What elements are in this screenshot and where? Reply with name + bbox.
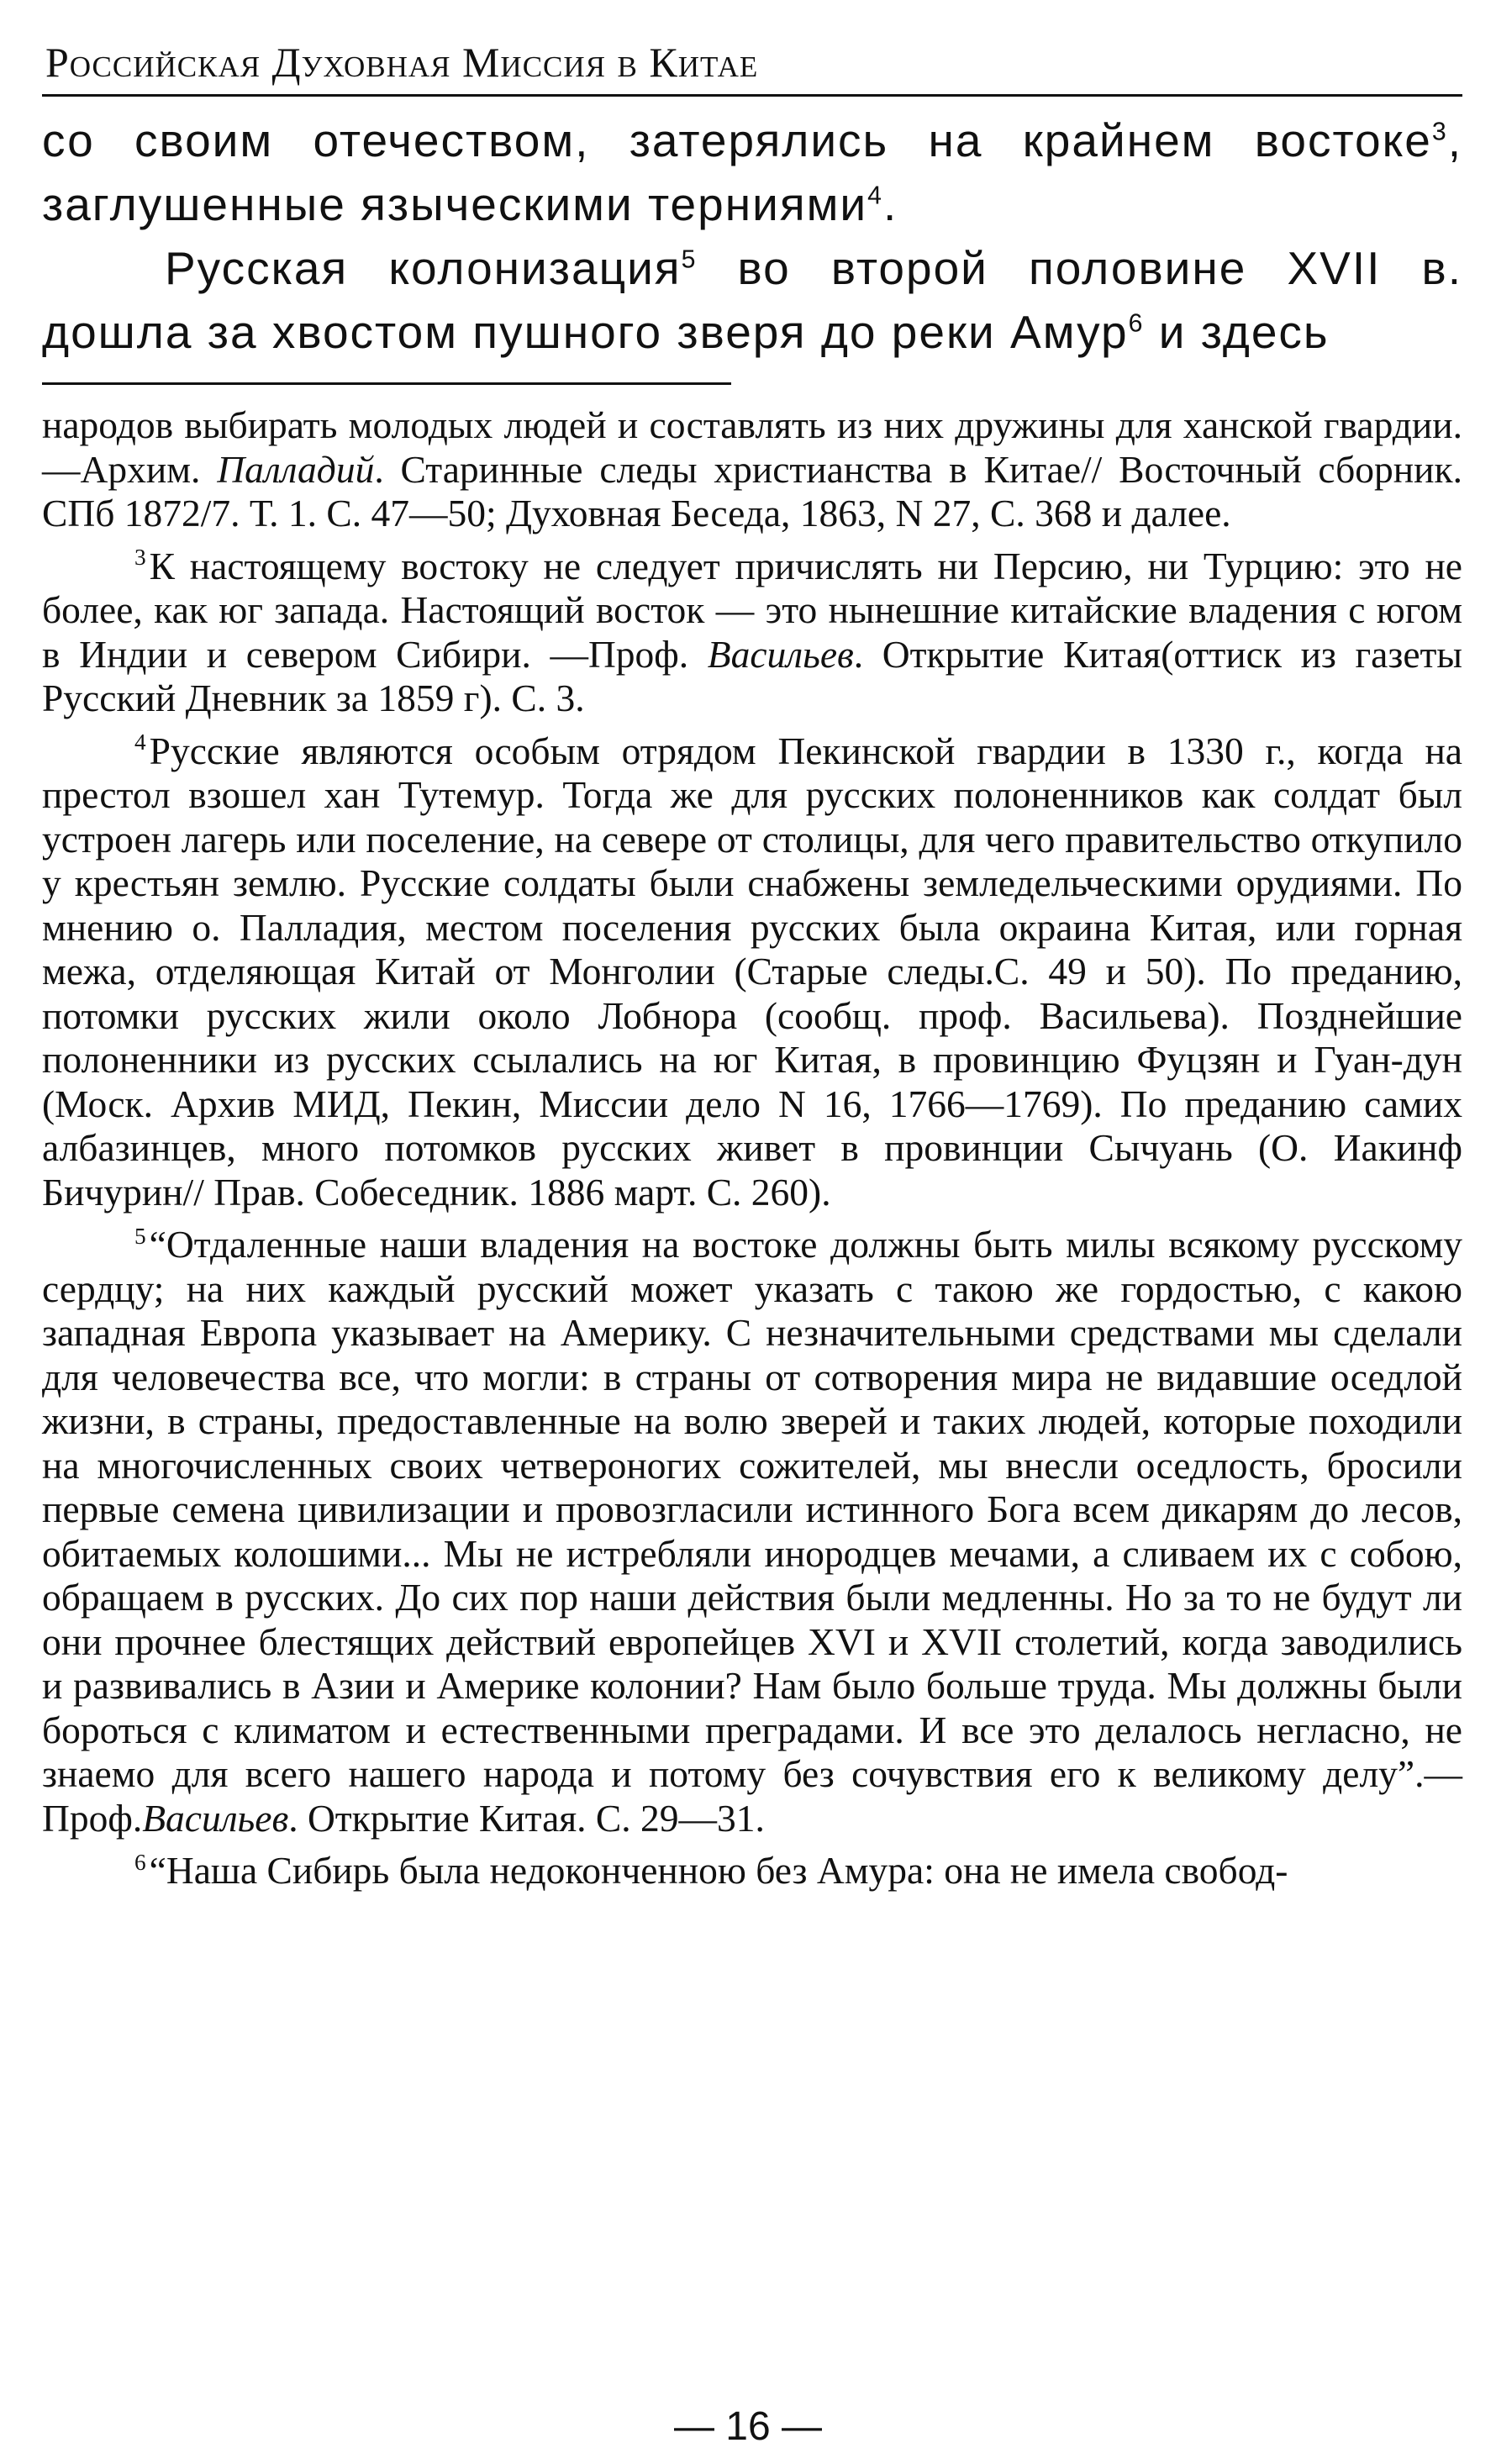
- main-paragraph-1: [42, 108, 1462, 236]
- footnote-text: “Наша Сибирь была недоконченною без Амура: она не имела свобод-: [149, 1849, 1288, 1892]
- footnote-ref-6[interactable]: 6: [1128, 309, 1145, 338]
- footnote-ref-3[interactable]: 3: [1431, 118, 1448, 146]
- footnote-text: народов выбирать молодых людей и составлять из них дружины для ханской гвардии.—Архим.: [42, 403, 1462, 491]
- main-text-run: .: [882, 178, 898, 230]
- footnote-author: Васильев: [707, 632, 854, 676]
- footnote-text: . Открытие Китая(оттиск из газеты Русский Дневник за 1859 г). С. 3.: [42, 632, 1462, 719]
- document-page: [42, 34, 1462, 1902]
- footnote-text: Русские являются особым отрядом Пекинской гвардии в 1330 г., когда на престол взошел хан Тутемур. Тогда же для русских полоненников как солдат был устроен лагерь или поселение, на севере от столицы, для чего правительство откупило у крестьян землю. Русские солдаты были снабжены земледельческими орудиями. По мнению о. Палладия, местом поселения русских была окраина Китая, или горная межа, отделяющая Китай от Монголии (Старые следы.С. 49 и 50). По преданию, потомки русских жили около Лобнора (сообщ. проф. Васильева). Позднейшие полоненники из русских ссылались на юг Китая, в провинцию Фуцзян и Гуан-дун (Моск. Архив МИД, Пекин, Миссии дело N 16, 1766—1769). По преданию самих албазинцев, много потомков русских живет в провинции Сычуань (О. Иакинф Бичурин// Прав. Собеседник. 1886 март. С. 260).: [42, 729, 1462, 1214]
- main-text: [42, 108, 1462, 364]
- footnote-text: К настоящему востоку не следует причислять ни Персию, ни Турцию: это не более, как юг запада. Настоящий восток — это нынешние китайские владения с югом в Индии и севером Сибири. —Проф.: [42, 544, 1462, 676]
- footnote-author: Палладий: [217, 447, 375, 491]
- main-text-run: и здесь: [1144, 306, 1330, 358]
- footnote-author: Васильев: [142, 1796, 289, 1840]
- main-paragraph-2: [42, 236, 1462, 364]
- running-title: Российская Духовная Миссия в Китае: [45, 39, 759, 86]
- footnote-text: “Отдаленные наши владения на востоке должны быть милы всякому русскому сердцу; на них каждый русский может указать с такою же гордостью, с какою западная Европа указывает на Америку. С незначительными средствами мы сделали для человечества все, что могли: в страны от сотворения мира не видавшие оседлой жизни, в страны, предоставленные на волю зверей и таких людей, которые походили на многочисленных своих четвероногих сожителей, мы внесли оседлость, бросили первые семена цивилизации и провозгласили истинного Бога всем дикарям до лесов, обитаемых колошими... Мы не истребляли инородцев мечами, а сливаем их с собою, обращаем в русских. До сих пор наши действия были медленны. Но за то не будут ли они прочнее блестящих действий европейцев XVI и XVII столетий, когда заводились и развивались в Азии и Америке колонии? Нам было больше труда. Мы должны были бороться с климатом и естественными преградами. И все это делалось негласно, не знаемо для всего нашего народа и потому без сочувствия его к великому делу”.— Проф.: [42, 1223, 1462, 1840]
- footnote-4: [42, 729, 1462, 1215]
- main-text-run: со своим отечеством, затерялись на крайнем востоке: [42, 114, 1432, 166]
- main-text-run: , заглушенные языческими терниями: [42, 114, 1462, 230]
- footnote-separator: [42, 382, 731, 385]
- footnote-number: 6: [134, 1849, 146, 1875]
- footnote-number: 4: [134, 729, 146, 756]
- footnote-ref-4[interactable]: 4: [867, 182, 883, 210]
- footnote-5: [42, 1223, 1462, 1840]
- footnote-ref-5[interactable]: 5: [681, 245, 698, 274]
- footnote-3: [42, 545, 1462, 721]
- main-text-run: во второй половине XVII в. дошла за хвостом пушного зверя до реки Амур: [42, 242, 1462, 358]
- footnotes: [42, 403, 1462, 1893]
- footnote-number: 3: [134, 545, 146, 571]
- header-rule: [42, 94, 1462, 97]
- footnote-6: [42, 1849, 1462, 1893]
- footnote-text: . Старинные следы христианства в Китае// Восточный сборник. СПб 1872/7. Т. 1. С. 47—50; Духовная Беседа, 1863, N 27, С. 368 и далее.: [42, 447, 1462, 534]
- footnote-number: 5: [134, 1223, 146, 1249]
- footnote-text: . Открытие Китая. С. 29—31.: [288, 1796, 765, 1840]
- footnote-continued: [42, 403, 1462, 536]
- main-text-run: Русская колонизация: [165, 242, 682, 294]
- page-number: — 16 —: [673, 2404, 823, 2449]
